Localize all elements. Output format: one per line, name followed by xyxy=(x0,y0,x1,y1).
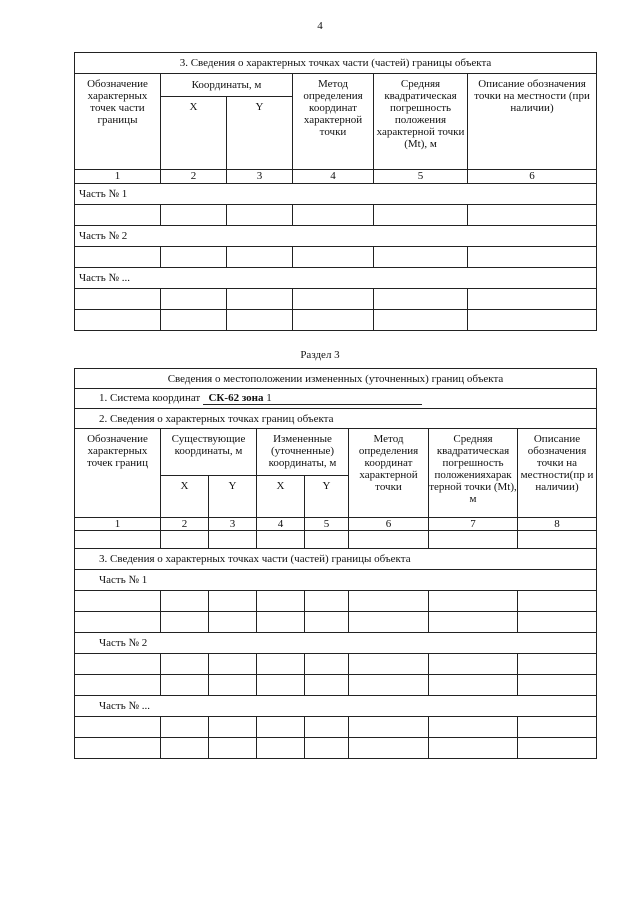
changed-boundaries-table xyxy=(74,368,597,759)
table-row xyxy=(75,310,597,331)
header-designation: Обозначение характерных точек части границы xyxy=(75,74,161,170)
table-row xyxy=(75,717,597,738)
col-num: 4 xyxy=(293,170,374,184)
col-num: 6 xyxy=(349,518,429,531)
table-row xyxy=(75,654,597,675)
col-num: 1 xyxy=(75,518,161,531)
table1-title: 3. Сведения о характерных точках части (частей) границы объекта xyxy=(75,53,597,74)
table-row xyxy=(75,205,597,226)
part-label: Часть № 1 xyxy=(75,184,597,205)
table-row xyxy=(75,531,597,549)
part-label: Часть № 2 xyxy=(75,633,597,654)
table-row xyxy=(75,612,597,633)
coord-system-row xyxy=(75,389,597,409)
header-method: Метод определения координат характерной точки xyxy=(349,429,429,518)
subsection-3-title: 3. Сведения о характерных точках части (частей) границы объекта xyxy=(75,549,597,570)
col-num: 2 xyxy=(161,170,227,184)
header-x: X xyxy=(161,97,227,170)
header-y: Y xyxy=(305,476,349,518)
header-description: Описание обозначения точки на местности (при наличии) xyxy=(468,74,597,170)
header-coordinates: Координаты, м xyxy=(161,74,293,97)
header-designation: Обозначение характерных точек границ xyxy=(75,429,161,518)
part-label: Часть № 1 xyxy=(75,570,597,591)
coord-system-value: СК-62 зона 1 xyxy=(203,392,422,405)
header-x: X xyxy=(161,476,209,518)
col-num: 6 xyxy=(468,170,597,184)
header-method: Метод определения координат характерной точки xyxy=(293,74,374,170)
coord-system-label: 1. Система координат xyxy=(99,392,201,404)
col-num: 3 xyxy=(209,518,257,531)
section-header: Сведения о местоположении измененных (уточненных) границ объекта xyxy=(75,369,597,389)
part-label: Часть № 2 xyxy=(75,226,597,247)
col-num: 7 xyxy=(429,518,518,531)
col-num: 1 xyxy=(75,170,161,184)
parts-points-table xyxy=(74,52,597,331)
col-num: 3 xyxy=(227,170,293,184)
table-row xyxy=(75,738,597,759)
subsection-2-title: 2. Сведения о характерных точках границ объекта xyxy=(75,409,597,429)
table-row xyxy=(75,289,597,310)
header-error: Средняя квадратическая погрешность положенияхарак терной точки (Mt), м xyxy=(429,429,518,518)
page-number: 4 xyxy=(317,20,323,32)
col-num: 2 xyxy=(161,518,209,531)
header-error: Средняя квадратическая погрешность положения характерной точки (Mt), м xyxy=(374,74,468,170)
part-label: Часть № ... xyxy=(75,268,597,289)
table-row xyxy=(75,591,597,612)
col-num: 5 xyxy=(305,518,349,531)
header-y: Y xyxy=(209,476,257,518)
table-row xyxy=(75,247,597,268)
col-num: 8 xyxy=(518,518,597,531)
col-num: 5 xyxy=(374,170,468,184)
part-label: Часть № ... xyxy=(75,696,597,717)
header-x: X xyxy=(257,476,305,518)
col-num: 4 xyxy=(257,518,305,531)
header-existing-coordinates: Существующие координаты, м xyxy=(161,429,257,476)
section-title: Раздел 3 xyxy=(300,349,340,361)
header-description: Описание обозначения точки на местности(пр и наличии) xyxy=(518,429,597,518)
header-y: Y xyxy=(227,97,293,170)
header-changed-coordinates: Измененные (уточненные) координаты, м xyxy=(257,429,349,476)
table-row xyxy=(75,675,597,696)
